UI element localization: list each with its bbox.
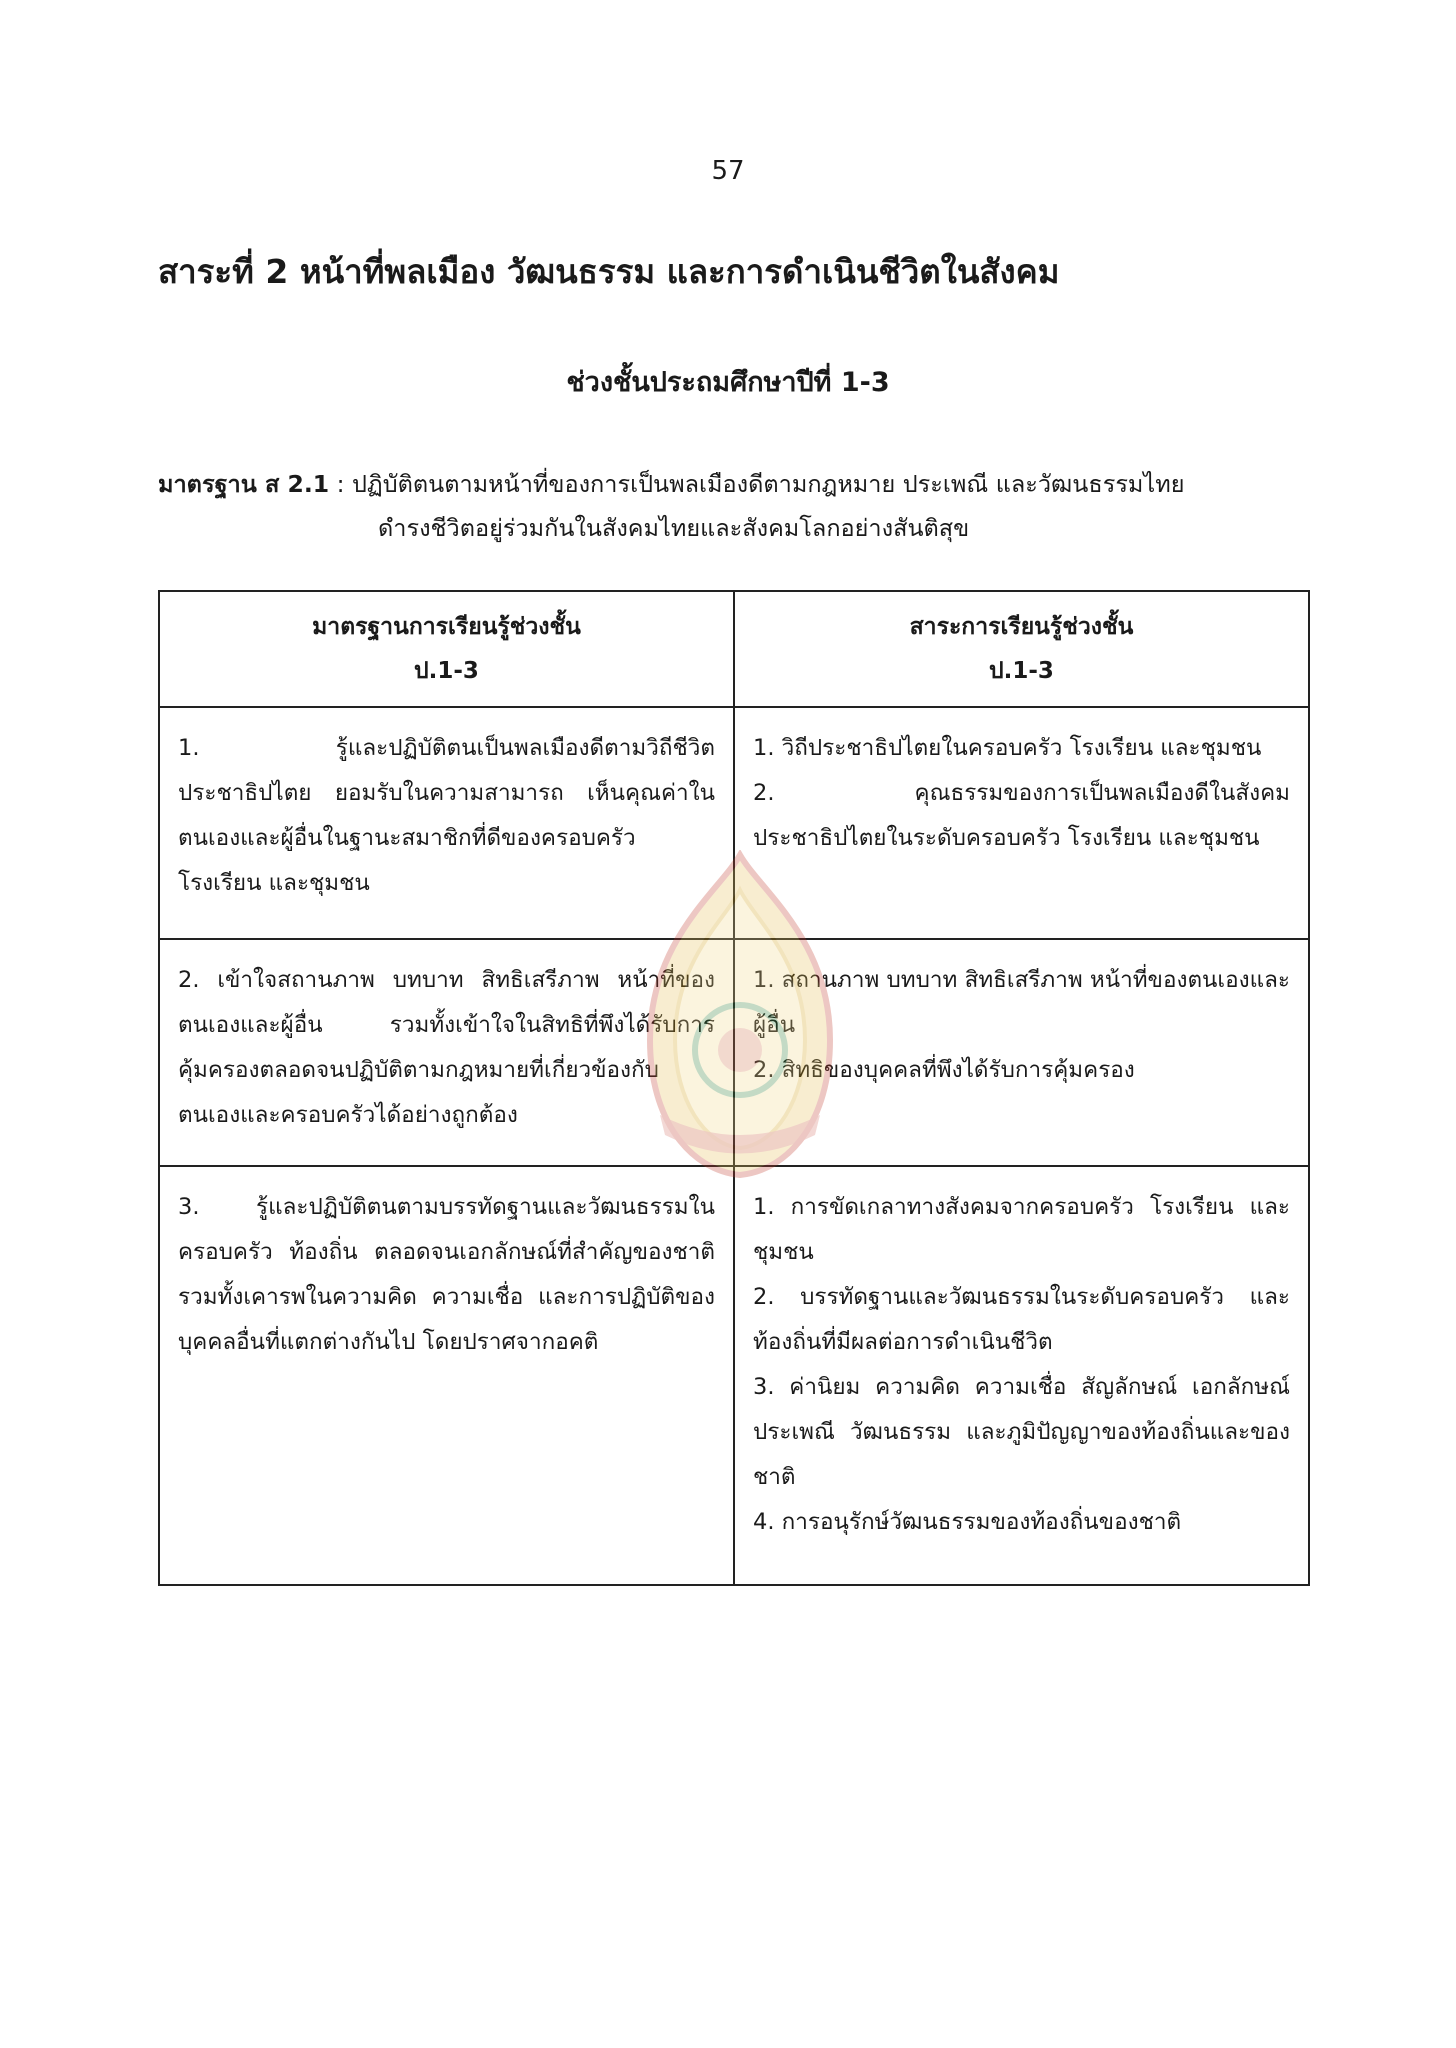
content-item: 1. สถานภาพ บทบาท สิทธิเสรีภาพ หน้าที่ของตนเองและผู้อื่น: [753, 967, 1290, 1038]
table-header-row: [159, 591, 1309, 707]
header-learning-content-line2: ป.1-3: [989, 658, 1054, 684]
header-learning-standard: [159, 591, 734, 707]
content-cell: [734, 939, 1309, 1166]
content-cell: [734, 1166, 1309, 1585]
content-item: 1. การขัดเกลาทางสังคมจากครอบครัว โรงเรียน และชุมชน: [753, 1194, 1290, 1265]
content-item: 1. วิถีประชาธิปไตยในครอบครัว โรงเรียน และชุมชน: [753, 735, 1262, 761]
standard-cell: 1. รู้และปฏิบัติตนเป็นพลเมืองดีตามวิถีชีวิตประชาธิปไตย ยอมรับในความสามารถ เห็นคุณค่าในตนเองและผู้อื่นในฐานะสมาชิกที่ดีของครอบครัว โรงเรียน และชุมชน: [159, 707, 734, 939]
curriculum-table: [158, 590, 1310, 1586]
standard-label: มาตรฐาน ส 2.1: [158, 470, 330, 498]
content-item: 2. บรรทัดฐานและวัฒนธรรมในระดับครอบครัว และท้องถิ่นที่มีผลต่อการดำเนินชีวิต: [753, 1284, 1290, 1355]
content-cell: [734, 707, 1309, 939]
content-item: 2. สิทธิของบุคคลที่พึงได้รับการคุ้มครอง: [753, 1057, 1135, 1083]
standard-text-line2: ดำรงชีวิตอยู่ร่วมกันในสังคมไทยและสังคมโลกอย่างสันติสุข: [378, 514, 970, 542]
header-learning-content-line1: สาระการเรียนรู้ช่วงชั้น: [909, 614, 1134, 640]
content-item: 3. ค่านิยม ความคิด ความเชื่อ สัญลักษณ์ เอกลักษณ์ ประเพณี วัฒนธรรม และภูมิปัญญาของท้องถิ่นและของชาติ: [753, 1374, 1290, 1490]
table-row: [159, 939, 1309, 1166]
standard-cell: 2. เข้าใจสถานภาพ บทบาท สิทธิเสรีภาพ หน้าที่ของตนเองและผู้อื่น รวมทั้งเข้าใจในสิทธิที่พึงได้รับการคุ้มครองตลอดจนปฏิบัติตามกฎหมายที่เกี่ยวข้องกับตนเองและครอบครัวได้อย่างถูกต้อง: [159, 939, 734, 1166]
level-title: ช่วงชั้นประถมศึกษาปีที่ 1-3: [566, 367, 890, 398]
standard-statement: [158, 462, 1308, 550]
standard-cell: 3. รู้และปฏิบัติตนตามบรรทัดฐานและวัฒนธรรมในครอบครัว ท้องถิ่น ตลอดจนเอกลักษณ์ที่สำคัญของชาติ รวมทั้งเคารพในความคิด ความเชื่อ และการปฏิบัติของบุคคลอื่นที่แตกต่างกันไป โดยปราศจากอคติ: [159, 1166, 734, 1585]
table-row: [159, 707, 1309, 939]
strand-title: สาระที่ 2 หน้าที่พลเมือง วัฒนธรรม และการดำเนินชีวิตในสังคม: [158, 252, 1060, 291]
standard-text-line1: ปฏิบัติตนตามหน้าที่ของการเป็นพลเมืองดีตามกฎหมาย ประเพณี และวัฒนธรรมไทย: [352, 470, 1185, 498]
header-learning-content: [734, 591, 1309, 707]
table-row: [159, 1166, 1309, 1585]
content-item: 4. การอนุรักษ์วัฒนธรรมของท้องถิ่นของชาติ: [753, 1509, 1182, 1535]
header-learning-standard-line1: มาตรฐานการเรียนรู้ช่วงชั้น: [312, 614, 581, 640]
content-item: 2. คุณธรรมของการเป็นพลเมืองดีในสังคมประชาธิปไตยในระดับครอบครัว โรงเรียน และชุมชน: [753, 780, 1290, 851]
header-learning-standard-line2: ป.1-3: [414, 658, 479, 684]
standard-first-line: [158, 470, 1185, 498]
standard-separator: :: [329, 470, 352, 498]
page-number: 57: [711, 156, 745, 186]
